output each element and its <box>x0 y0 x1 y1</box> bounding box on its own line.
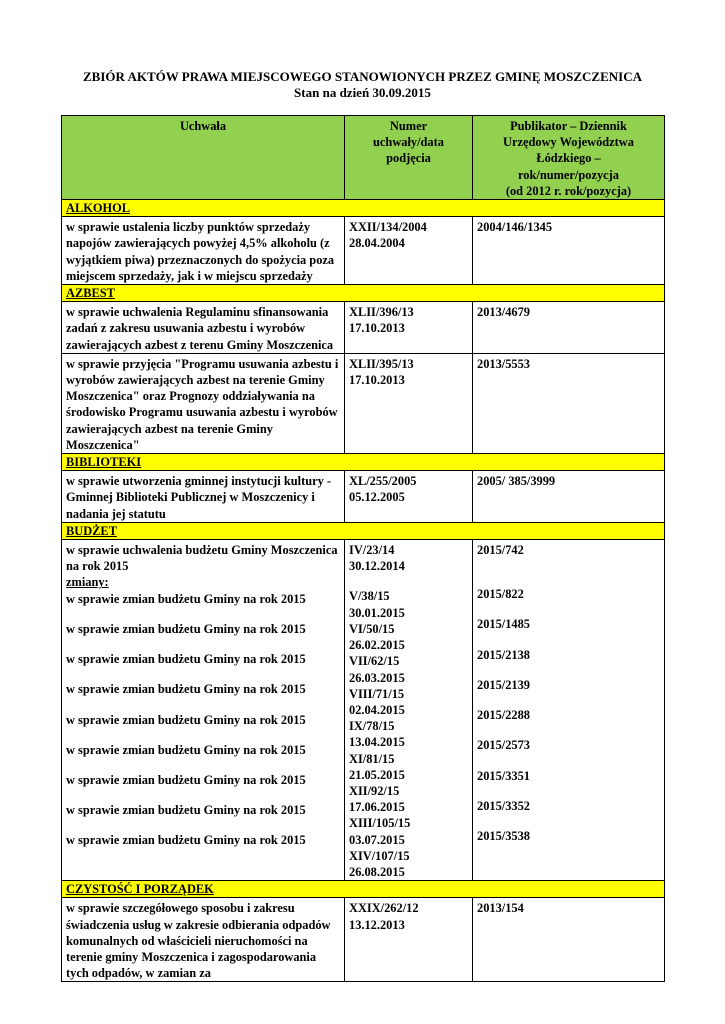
act-title: w sprawie zmian budżetu Gminy na rok 2015 <box>66 712 306 727</box>
act-number: XLII/395/13 17.10.2013 <box>345 353 473 453</box>
category-row-alkohol <box>62 200 665 217</box>
act-publication: 2004/146/1345 <box>473 217 665 285</box>
act-title: w sprawie zmian budżetu Gminy na rok 2015 <box>66 803 306 818</box>
act-title: w sprawie uchwalenia budżetu Gminy Moszczenica na rok 2015 <box>66 543 338 574</box>
table-row <box>62 217 665 285</box>
act-title: w sprawie utworzenia gminnej instytucji kultury - Gminnej Biblioteki Publicznej w Moszczenicy i nadania jej statutu <box>62 471 345 523</box>
category-label: AZBEST <box>66 286 115 301</box>
act-title: w sprawie zmian budżetu Gminy na rok 2015 <box>66 772 306 787</box>
category-label: ALKOHOL <box>66 201 131 216</box>
act-title: w sprawie zmian budżetu Gminy na rok 2015 <box>66 833 306 848</box>
category-label: BUDŻET <box>66 523 117 538</box>
header-publikator: Publikator – Dziennik Urzędowy Województwa Łódzkiego – rok/numer/pozycja (od 2012 r. rok/pozycja) <box>473 116 665 200</box>
act-number-column: IV/23/14 30.12.2014 V/38/15 30.01.2015 VI/50/15 26.02.2015 VII/62/15 26.03.2015 VIII/71/15 02.04.2015 IX/78/15 13.04.2015 XI/81/15 21.05.2015 XII/92/15 17.06.2015 XIII/105/15 03.07.2015 XIV/107/15 26.08.2015 <box>345 540 473 881</box>
act-title: w sprawie zmian budżetu Gminy na rok 2015 <box>66 591 306 606</box>
table-row <box>62 898 665 982</box>
act-number: XL/255/2005 05.12.2005 <box>345 471 473 523</box>
act-title: w sprawie uchwalenia Regulaminu sfinansowania zadań z zakresu usuwania azbestu i wyrobów zawierających azbest z terenu Gminy Moszczenica <box>62 302 345 354</box>
table-header-row <box>62 116 665 200</box>
table-row <box>62 302 665 354</box>
act-title: w sprawie przyjęcia "Programu usuwania azbestu i wyrobów zawierających azbest na terenie Gminy Moszczenica" oraz Prognozy oddziaływania na środowisko Programu usuwania azbestu i wyrobów zawierających azbest na terenie Gminy Moszczenica" <box>62 353 345 453</box>
act-title: w sprawie zmian budżetu Gminy na rok 2015 <box>66 682 306 697</box>
header-uchwala: Uchwała <box>62 116 345 200</box>
act-number: XXII/134/2004 28.04.2004 <box>345 217 473 285</box>
subtitle-text: Stan na dzień 30.09.2015 <box>294 85 431 100</box>
table-row <box>62 353 665 453</box>
act-publication: 2005/ 385/3999 <box>473 471 665 523</box>
document-title <box>0 69 725 101</box>
category-label: CZYSTOŚĆ I PORZĄDEK <box>66 882 214 897</box>
act-number: XXIX/262/12 13.12.2013 <box>345 898 473 982</box>
act-title: w sprawie zmian budżetu Gminy na rok 2015 <box>66 621 306 636</box>
act-title: w sprawie zmian budżetu Gminy na rok 2015 <box>66 742 306 757</box>
act-title: w sprawie zmian budżetu Gminy na rok 2015 <box>66 652 306 667</box>
act-publication: 2013/5553 <box>473 353 665 453</box>
category-row-biblioteki <box>62 454 665 471</box>
header-numer: Numer uchwały/data podjęcia <box>345 116 473 200</box>
table-row <box>62 471 665 523</box>
title-text: ZBIÓR AKTÓW PRAWA MIEJSCOWEGO STANOWIONYCH PRZEZ GMINĘ MOSZCZENICA <box>83 69 642 84</box>
act-publication: 2013/154 <box>473 898 665 982</box>
acts-table <box>61 115 665 982</box>
table-row-budget <box>62 540 665 881</box>
changes-label: zmiany: <box>66 575 109 590</box>
act-publication-column: 2015/742 2015/822 2015/1485 2015/2138 2015/2139 2015/2288 2015/2573 2015/3351 2015/3352 2015/3538 <box>473 540 665 881</box>
category-row-czystosc <box>62 881 665 898</box>
category-label: BIBLIOTEKI <box>66 455 142 470</box>
act-number: XLII/396/13 17.10.2013 <box>345 302 473 354</box>
act-publication: 2013/4679 <box>473 302 665 354</box>
act-title: w sprawie ustalenia liczby punktów sprzedaży napojów zawierających powyżej 4,5% alkoholu (z wyjątkiem piwa) przeznaczonych do spożycia poza miejscem sprzedaży, jak i w miejscu sprzedaży <box>62 217 345 285</box>
act-title-column <box>62 540 345 881</box>
act-title: w sprawie szczegółowego sposobu i zakresu świadczenia usług w zakresie odbierania odpadów komunalnych od właścicieli nieruchomości na terenie gminy Moszczenica i zagospodarowania tych odpadów, w zamian za <box>62 898 345 982</box>
category-row-azbest <box>62 285 665 302</box>
category-row-budzet <box>62 522 665 539</box>
